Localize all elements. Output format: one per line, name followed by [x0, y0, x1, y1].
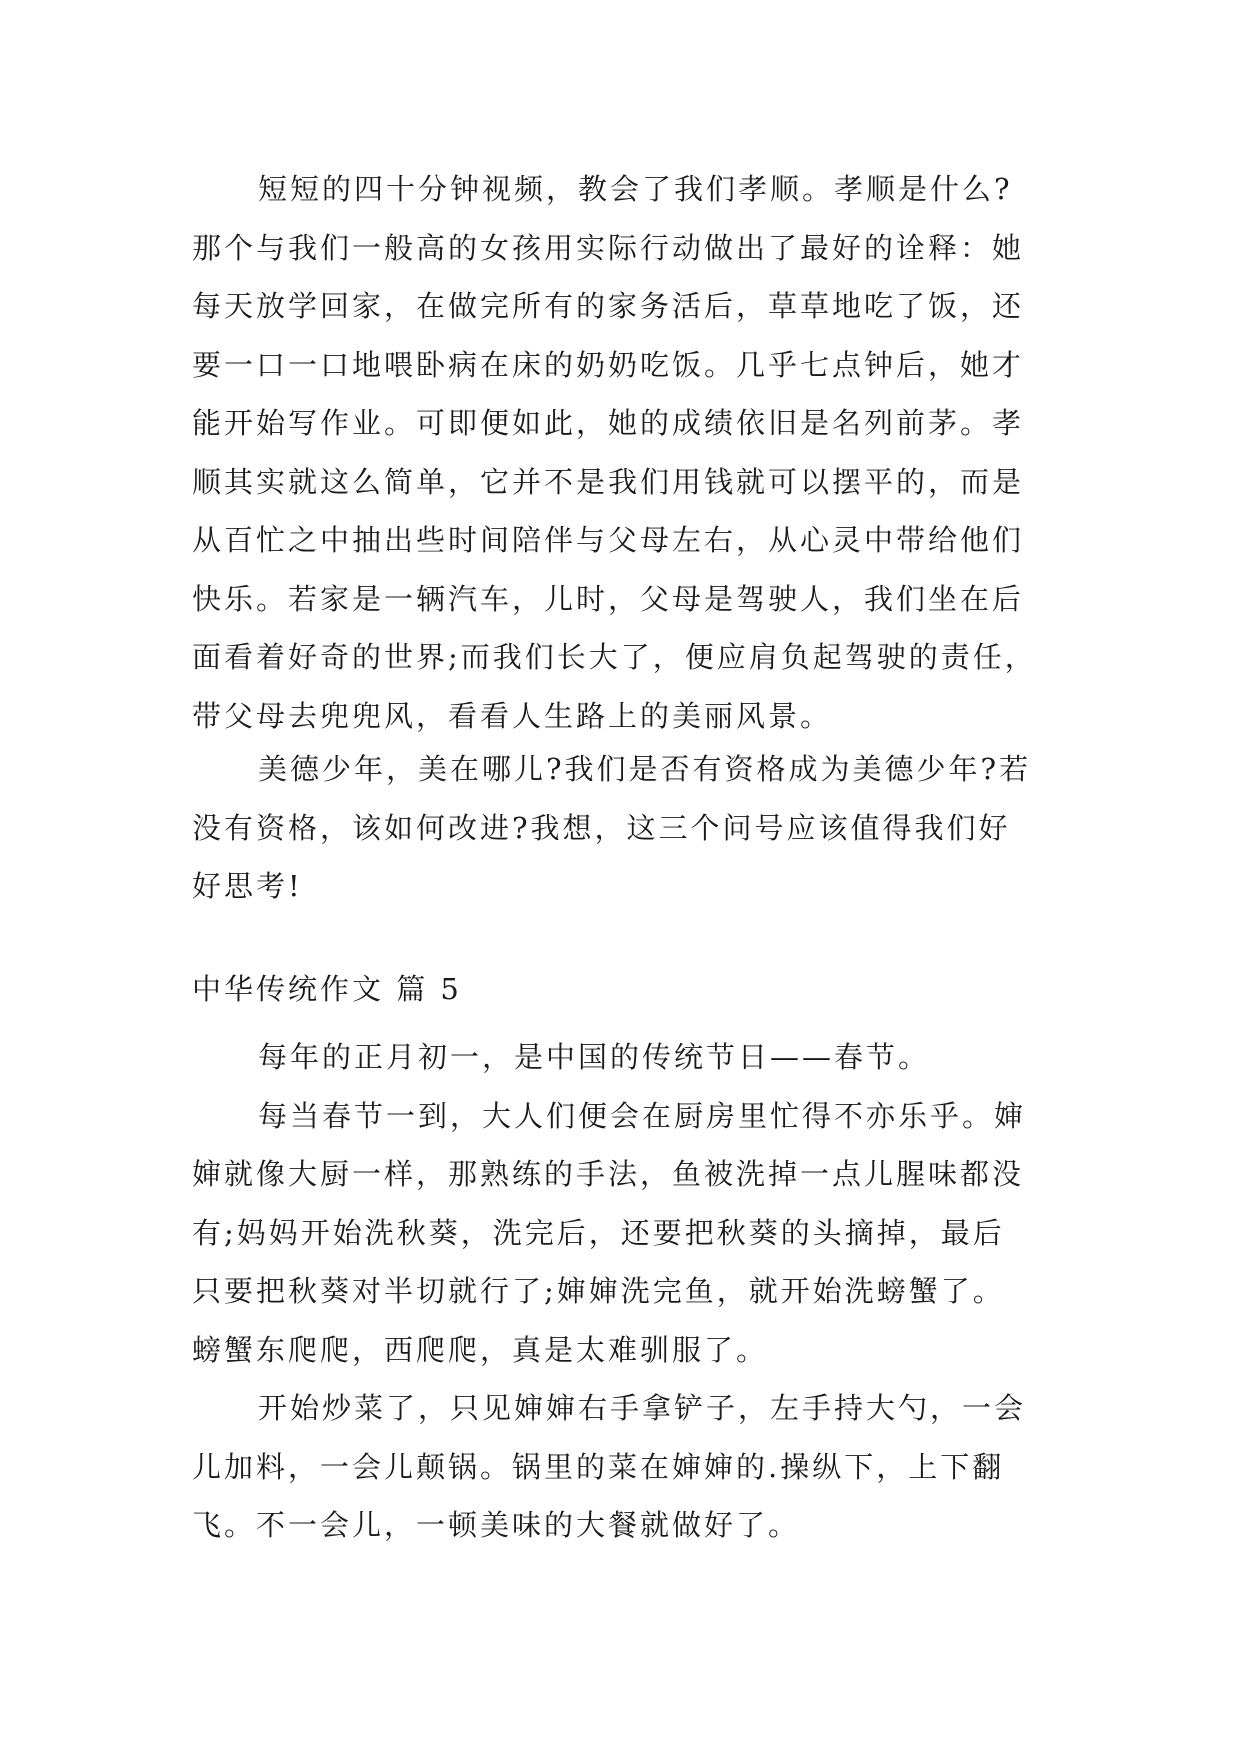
- paragraph-line: 只要把秋葵对半切就行了;婶婶洗完鱼，就开始洗螃蟹了。: [192, 1274, 1005, 1308]
- paragraph-line: 有;妈妈开始洗秋葵，洗完后，还要把秋葵的头摘掉，最后: [192, 1215, 1005, 1250]
- paragraph-line: 要一口一口地喂卧病在床的奶奶吃饭。几乎七点钟后，她才: [192, 347, 1025, 382]
- paragraph-virtuous-youth: [192, 740, 1062, 916]
- paragraph-line: 那个与我们一般高的女孩用实际行动做出了最好的诠释：她: [192, 230, 1025, 265]
- paragraph-line: 儿加料，一会儿颠锅。锅里的菜在婶婶的.操纵下，上下翻: [192, 1449, 1005, 1484]
- paragraph-line: 能开始写作业。可即便如此，她的成绩依旧是名列前茅。孝: [192, 406, 1025, 440]
- paragraph-line: 没有资格，该如何改进?我想，这三个问号应该值得我们好: [192, 810, 1011, 845]
- paragraph-line: 每当春节一到，大人们便会在厨房里忙得不亦乐乎。婶: [258, 1098, 1027, 1133]
- paragraph-line: 飞。不一会儿，一顿美味的大餐就做好了。: [192, 1508, 801, 1542]
- paragraph-line: 美德少年，美在哪儿?我们是否有资格成为美德少年?若: [258, 752, 1032, 786]
- paragraph-line: 开始炒菜了，只见婶婶右手拿铲子，左手持大勺，一会: [258, 1391, 1027, 1425]
- paragraph-line: 快乐。若家是一辆汽车，儿时，父母是驾驶人，我们坐在后: [192, 581, 1025, 616]
- paragraph-line: 每年的正月初一，是中国的传统节日——春节。: [258, 1040, 931, 1074]
- section-body: [192, 1028, 1062, 1555]
- paragraph-filial-piety: [192, 160, 1062, 745]
- paragraph-line: 螃蟹东爬爬，西爬爬，真是太难驯服了。: [192, 1332, 769, 1367]
- paragraph-line: 面看着好奇的世界;而我们长大了，便应肩负起驾驶的责任，: [192, 640, 1037, 674]
- section-heading: 中华传统作文 篇 5: [192, 972, 462, 1006]
- paragraph-line: 带父母去兜兜风，看看人生路上的美丽风景。: [192, 698, 833, 733]
- paragraph-line: 短短的四十分钟视频，教会了我们孝顺。孝顺是什么?: [258, 172, 1013, 206]
- paragraph-line: 好思考!: [192, 869, 303, 903]
- paragraph-line: 婶就像大厨一样，那熟练的手法，鱼被洗掉一点儿腥味都没: [192, 1157, 1025, 1191]
- paragraph-line: 顺其实就这么简单，它并不是我们用钱就可以摆平的，而是: [192, 464, 1025, 499]
- paragraph-line: 从百忙之中抽出些时间陪伴与父母左右，从心灵中带给他们: [192, 523, 1025, 557]
- paragraph-line: 每天放学回家，在做完所有的家务活后，草草地吃了饭，还: [192, 289, 1025, 323]
